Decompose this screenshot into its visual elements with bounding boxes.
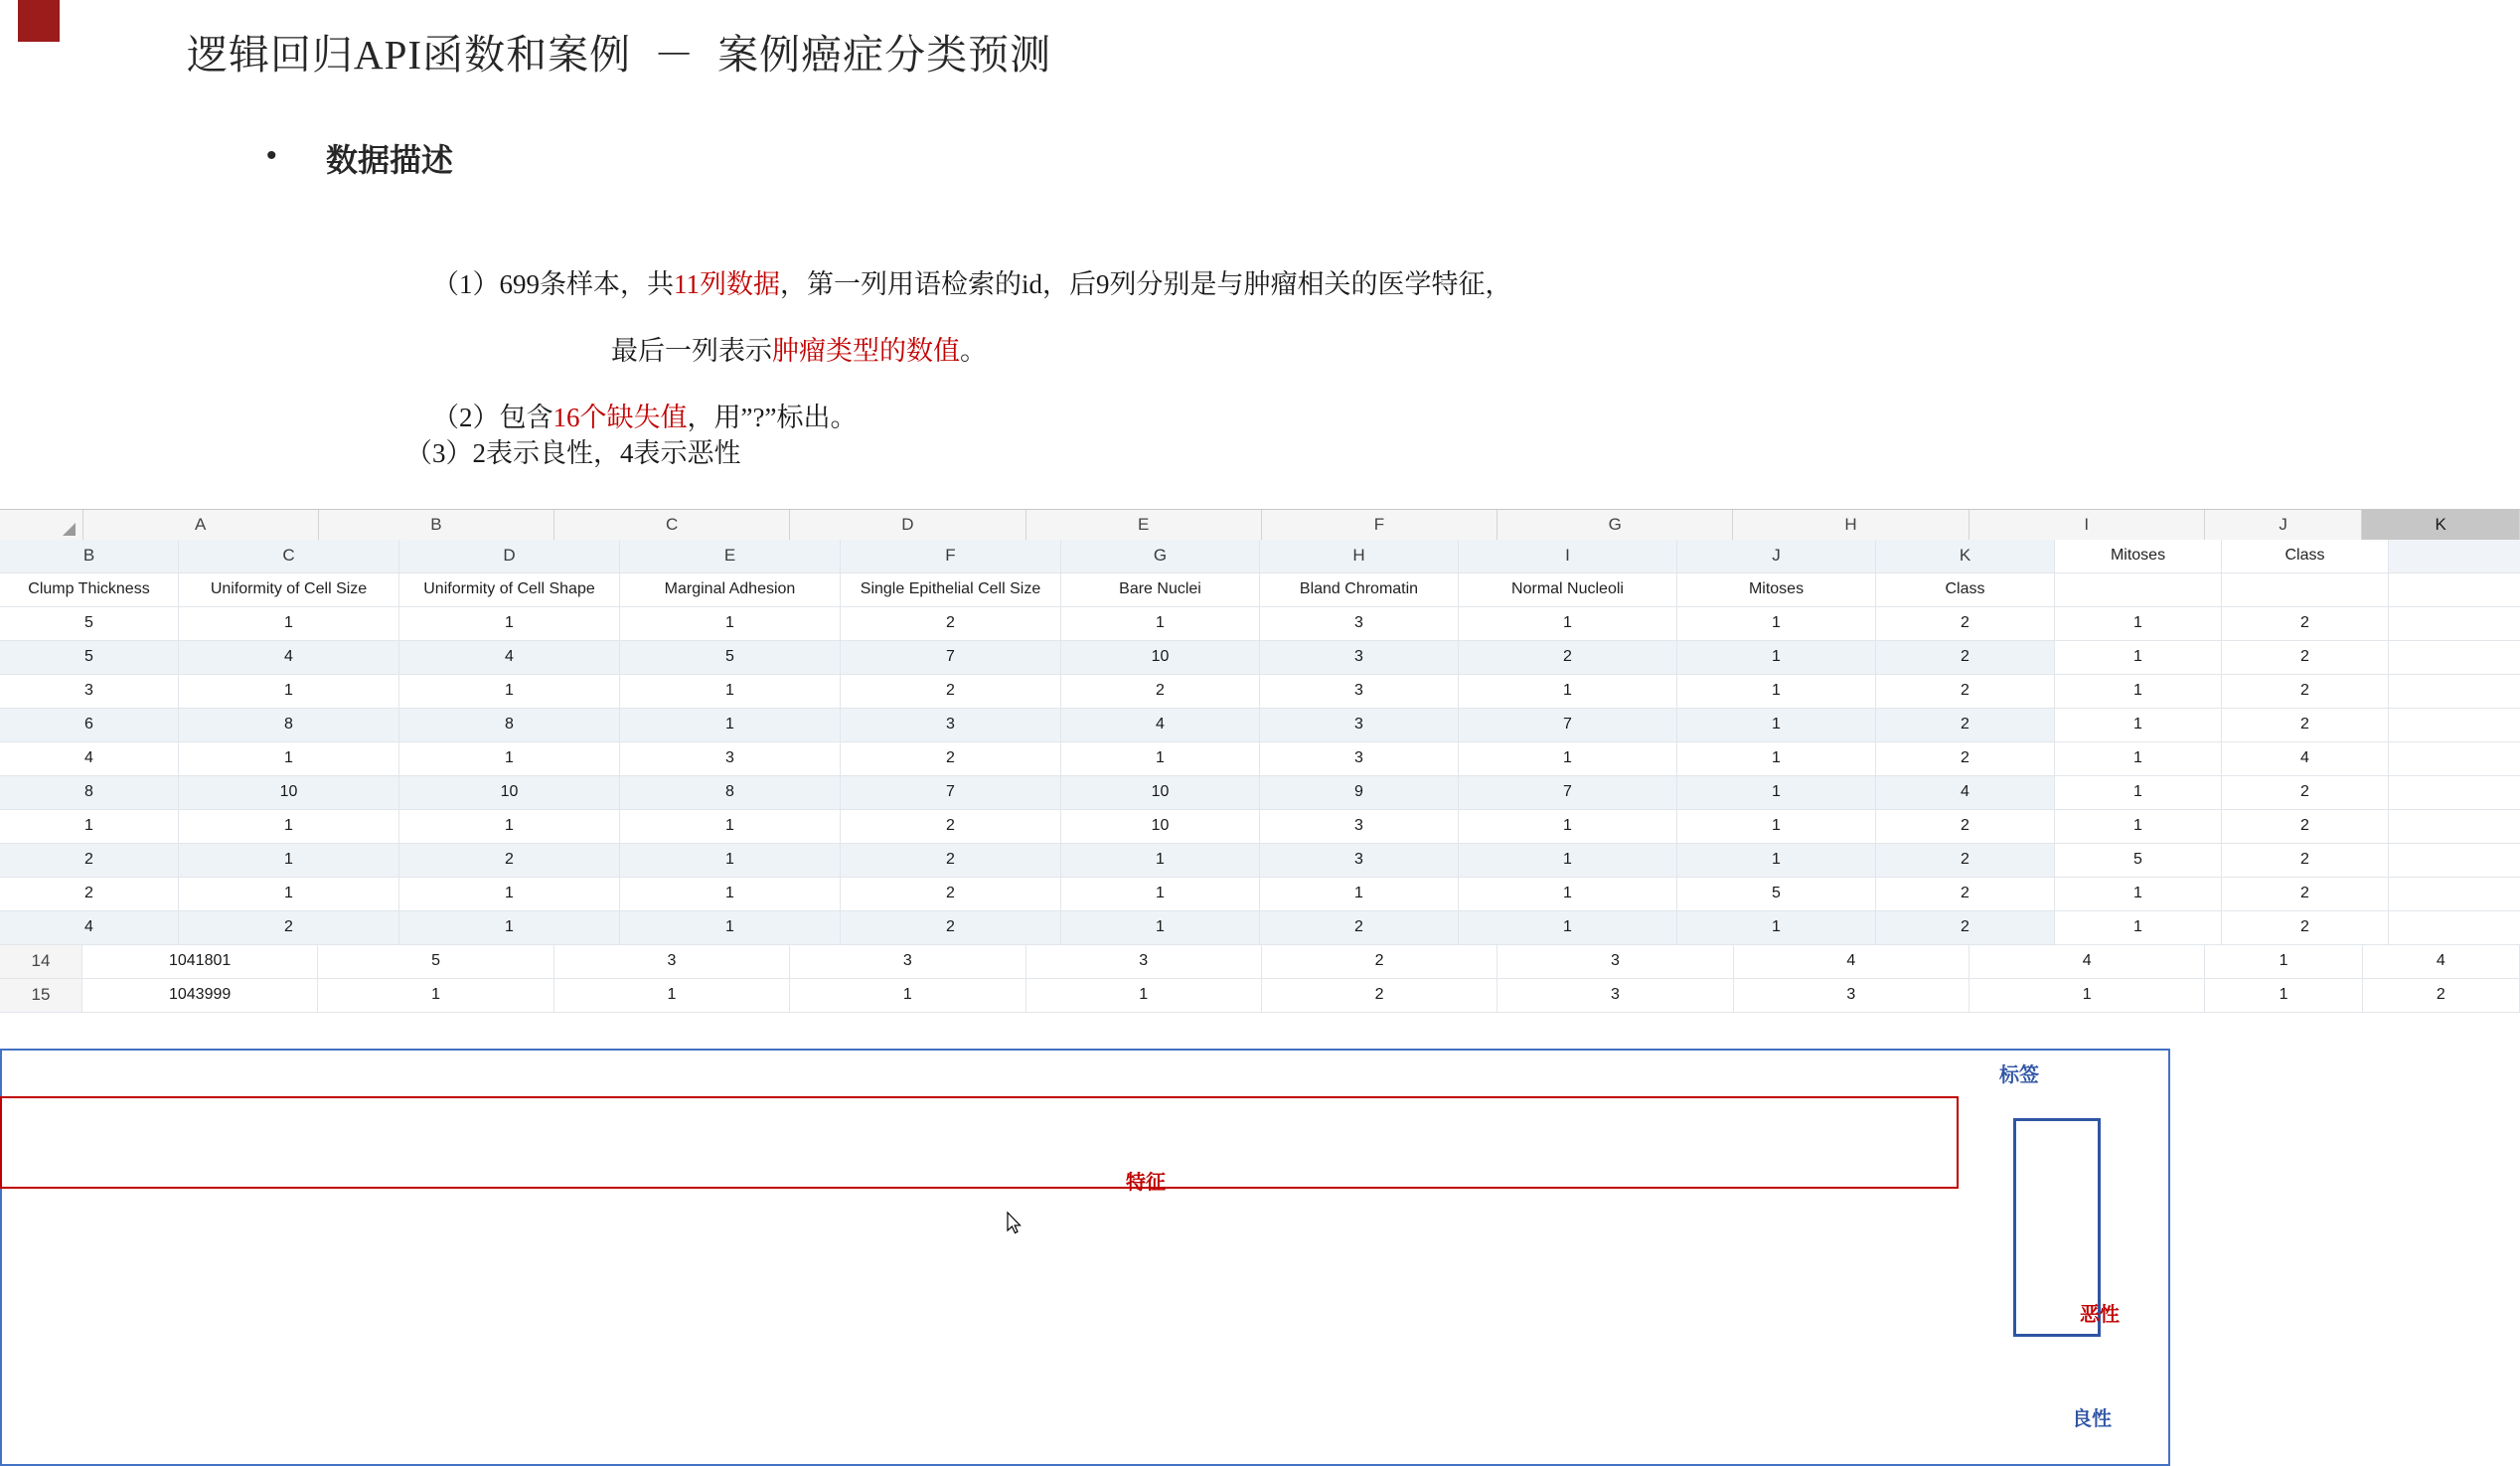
data-cell[interactable]: 1 [1459,844,1677,877]
background-data-cell[interactable]: 1 [2055,641,2222,674]
table-row[interactable] [0,844,2520,878]
data-cell[interactable]: 2 [1876,709,2055,741]
background-cell[interactable] [2222,573,2389,606]
data-cell[interactable]: 3 [1497,979,1733,1012]
data-cell[interactable]: 1 [1459,810,1677,843]
data-cell[interactable]: 2 [841,607,1061,640]
background-data-cell[interactable]: 1 [2055,607,2222,640]
table-row[interactable] [0,607,2520,641]
background-data-cell[interactable]: 2 [2222,776,2389,809]
inner-column-letter-b[interactable]: B [0,540,179,572]
feature-header-0[interactable]: Clump Thickness [0,573,179,606]
line3-highlight: 16个缺失值 [552,403,688,432]
data-cell[interactable]: 2 [1876,810,2055,843]
column-header-row[interactable] [0,510,2520,541]
data-cell[interactable]: 1 [620,675,841,708]
column-header-i[interactable]: I [1969,510,2205,540]
column-header-b[interactable]: B [319,510,554,540]
data-cell[interactable]: 1 [1677,641,1876,674]
data-cell[interactable]: 2 [2363,979,2520,1012]
line2-highlight: 肿瘤类型的数值 [772,336,960,366]
data-cell[interactable]: 5 [620,641,841,674]
id-cell[interactable]: 1043999 [82,979,318,1012]
data-cell[interactable]: 1 [179,607,399,640]
data-cell[interactable]: 1 [554,979,790,1012]
feature-header-3[interactable]: Marginal Adhesion [620,573,841,606]
data-cell[interactable]: 10 [399,776,620,809]
data-cell[interactable]: 4 [2363,945,2520,978]
feature-header-6[interactable]: Bland Chromatin [1260,573,1459,606]
column-header-j[interactable]: J [2205,510,2363,540]
data-cell[interactable]: 3 [1260,742,1459,775]
data-cell[interactable]: 1 [399,810,620,843]
column-header-f[interactable]: F [1262,510,1497,540]
data-cell[interactable]: 8 [399,709,620,741]
data-cell[interactable]: 4 [399,641,620,674]
data-cell[interactable]: 3 [1260,709,1459,741]
data-cell[interactable]: 7 [841,641,1061,674]
data-cell[interactable]: 1 [2205,945,2362,978]
background-data-cell[interactable]: 5 [2055,844,2222,877]
background-data-cell[interactable]: 2 [2222,675,2389,708]
annotation-malignant-text: 恶性 [2080,1304,2120,1326]
data-cell[interactable]: 2 [841,911,1061,944]
data-cell[interactable]: 2 [179,911,399,944]
section-heading: 数据描述 [326,142,454,178]
slide-area [0,0,2520,509]
data-cell[interactable]: 1 [399,742,620,775]
line1-highlight: 11列数据 [674,269,780,299]
data-cell[interactable]: 1 [1677,810,1876,843]
feature-header-8[interactable]: Mitoses [1677,573,1876,606]
data-cell[interactable]: 5 [318,945,553,978]
data-cell[interactable]: 4 [0,911,179,944]
id-cell[interactable]: 1041801 [82,945,318,978]
inner-column-letter-e[interactable]: E [620,540,841,572]
select-all-triangle-icon [63,523,76,536]
select-all-corner[interactable] [0,510,83,540]
column-header-e[interactable]: E [1026,510,1262,540]
column-header-g[interactable]: G [1497,510,1733,540]
data-cell[interactable]: 1 [179,742,399,775]
row-header-14[interactable]: 14 [0,945,82,978]
feature-annotation-box [0,1096,1959,1189]
data-cell[interactable]: 10 [1061,776,1260,809]
description-line-4: （3）2表示良性，4表示恶性 [405,438,741,468]
line1-part-b: ，第一列用语检索的id，后9列分别是与肿瘤相关的医学特征， [780,269,1512,299]
table-row[interactable] [0,911,2520,945]
background-data-cell[interactable]: 2 [2222,911,2389,944]
data-cell[interactable]: 1 [1677,742,1876,775]
data-cell[interactable]: 2 [841,742,1061,775]
annotation-benign-text: 良性 [2072,1408,2112,1430]
data-cell[interactable]: 1 [620,810,841,843]
data-cell[interactable]: 4 [0,742,179,775]
data-cell[interactable]: 1 [1459,742,1677,775]
data-cell[interactable]: 2 [399,844,620,877]
data-cell[interactable]: 1 [1061,911,1260,944]
data-cell[interactable]: 1 [620,844,841,877]
data-cell[interactable]: 1 [1061,844,1260,877]
data-cell[interactable]: 1 [1061,607,1260,640]
inner-column-letter-k[interactable]: K [1876,540,2055,572]
table-row[interactable] [0,641,2520,675]
data-cell[interactable]: 3 [1260,675,1459,708]
data-cell[interactable]: 3 [841,709,1061,741]
table-row[interactable] [0,776,2520,810]
data-cell[interactable]: 1 [2205,979,2362,1012]
line3-part-b: ，用”?”标出。 [687,403,858,432]
table-row[interactable] [0,709,2520,742]
data-cell[interactable]: 1 [179,844,399,877]
inner-column-letter-d[interactable]: D [399,540,620,572]
table-row[interactable] [0,675,2520,709]
data-cell[interactable]: 1 [620,878,841,910]
data-cell[interactable]: 1 [399,878,620,910]
table-row[interactable] [0,742,2520,776]
data-cell[interactable]: 2 [1262,945,1497,978]
data-cell[interactable]: 8 [0,776,179,809]
data-cell[interactable]: 3 [1260,844,1459,877]
data-cell[interactable]: 1 [1677,844,1876,877]
page-title: 逻辑回归API函数和案例 － 案例癌症分类预测 [187,32,1052,78]
inner-column-letter-g[interactable]: G [1061,540,1260,572]
table-row[interactable] [0,573,2520,607]
background-data-cell[interactable]: 2 [2222,641,2389,674]
data-cell[interactable]: 1 [1061,878,1260,910]
data-cell[interactable]: 2 [1459,641,1677,674]
data-cell[interactable]: 2 [1876,607,2055,640]
background-data-cell[interactable]: 2 [2222,810,2389,843]
data-cell[interactable]: 6 [0,709,179,741]
data-cell[interactable]: 5 [1677,878,1876,910]
data-cell[interactable]: 1 [1677,675,1876,708]
background-header-0[interactable]: Mitoses [2055,540,2222,572]
background-data-cell[interactable]: 1 [2055,709,2222,741]
data-cell[interactable]: 4 [1734,945,1969,978]
data-cell[interactable]: 2 [841,675,1061,708]
data-cell[interactable]: 5 [0,607,179,640]
data-cell[interactable]: 10 [1061,810,1260,843]
feature-header-5[interactable]: Bare Nuclei [1061,573,1260,606]
data-cell[interactable]: 1 [318,979,553,1012]
data-cell[interactable]: 10 [179,776,399,809]
data-cell[interactable]: 2 [1061,675,1260,708]
background-cell[interactable] [2055,573,2222,606]
column-header-a[interactable]: A [83,510,319,540]
data-cell[interactable]: 1 [1260,878,1459,910]
data-cell[interactable]: 4 [1969,945,2205,978]
data-cell[interactable]: 3 [1260,641,1459,674]
annotation-label-text: 标签 [1999,1064,2039,1086]
background-header-1[interactable]: Class [2222,540,2389,572]
data-cell[interactable]: 3 [790,945,1025,978]
data-cell[interactable]: 2 [1876,742,2055,775]
bullet-dot-icon: • [266,139,277,172]
data-cell[interactable]: 1 [1459,607,1677,640]
data-cell[interactable]: 7 [1459,776,1677,809]
background-data-cell[interactable]: 1 [2055,742,2222,775]
annotation-feature-text: 特征 [1126,1172,1166,1194]
background-data-cell[interactable]: 2 [2222,878,2389,910]
data-cell[interactable]: 1 [790,979,1025,1012]
data-cell[interactable]: 2 [1876,878,2055,910]
data-cell[interactable]: 1 [1677,607,1876,640]
data-cell[interactable]: 1 [1677,776,1876,809]
data-cell[interactable]: 3 [1734,979,1969,1012]
data-cell[interactable]: 1 [1061,742,1260,775]
data-cell[interactable]: 7 [841,776,1061,809]
data-cell[interactable]: 1 [399,675,620,708]
inner-column-letter-h[interactable]: H [1260,540,1459,572]
background-data-cell[interactable]: 2 [2222,709,2389,741]
data-cell[interactable]: 1 [399,607,620,640]
data-cell[interactable]: 2 [1876,641,2055,674]
data-cell[interactable]: 2 [1262,979,1497,1012]
table-row[interactable] [0,979,2520,1013]
red-square-decoration [18,0,60,42]
background-data-cell[interactable]: 2 [2222,607,2389,640]
background-data-cell[interactable]: 1 [2055,810,2222,843]
line3-part-a: （2）包含 [432,403,553,432]
feature-header-4[interactable]: Single Epithelial Cell Size [841,573,1061,606]
spreadsheet-area[interactable] [0,509,2520,1430]
data-cell[interactable]: 2 [0,878,179,910]
data-cell[interactable]: 1 [179,878,399,910]
mouse-cursor-icon [1007,1212,1023,1235]
data-cell[interactable]: 3 [1260,607,1459,640]
data-cell[interactable]: 1 [179,675,399,708]
column-header-h[interactable]: H [1733,510,1969,540]
line2-part-a: 最后一列表示 [611,336,772,366]
data-cell[interactable]: 5 [0,641,179,674]
feature-header-1[interactable]: Uniformity of Cell Size [179,573,399,606]
data-cell[interactable]: 1 [1677,911,1876,944]
data-cell[interactable]: 1 [620,911,841,944]
data-cell[interactable]: 3 [0,675,179,708]
data-cell[interactable]: 2 [841,878,1061,910]
data-cell[interactable]: 7 [1459,709,1677,741]
feature-header-7[interactable]: Normal Nucleoli [1459,573,1677,606]
data-cell[interactable]: 1 [179,810,399,843]
data-cell[interactable]: 2 [841,844,1061,877]
feature-header-2[interactable]: Uniformity of Cell Shape [399,573,620,606]
data-cell[interactable]: 1 [1459,675,1677,708]
line2-part-b: 。 [960,336,987,366]
data-cell[interactable]: 2 [1876,675,2055,708]
table-row[interactable] [0,878,2520,911]
data-cell[interactable]: 3 [554,945,790,978]
table-row[interactable] [0,810,2520,844]
data-cell[interactable]: 1 [1459,878,1677,910]
column-header-k[interactable]: K [2362,510,2520,540]
data-cell[interactable]: 3 [1026,945,1262,978]
column-header-d[interactable]: D [790,510,1025,540]
table-row[interactable] [0,945,2520,979]
data-cell[interactable]: 2 [1876,844,2055,877]
data-cell[interactable]: 10 [1061,641,1260,674]
data-cell[interactable]: 4 [1876,776,2055,809]
inner-column-letter-f[interactable]: F [841,540,1061,572]
data-cell[interactable]: 1 [1677,709,1876,741]
data-cell[interactable]: 3 [1260,810,1459,843]
column-header-c[interactable]: C [554,510,790,540]
line1-part-a: （1）699条样本，共 [432,269,674,299]
data-cell[interactable]: 2 [841,810,1061,843]
data-cell[interactable]: 2 [1876,911,2055,944]
data-cell[interactable]: 2 [0,844,179,877]
data-cell[interactable]: 1 [620,709,841,741]
background-data-cell[interactable]: 1 [2055,675,2222,708]
data-cell[interactable]: 3 [620,742,841,775]
row-header-15[interactable]: 15 [0,979,82,1012]
selection-outline-blue [0,1049,2170,1466]
feature-header-9[interactable]: Class [1876,573,2055,606]
background-data-cell[interactable]: 2 [2222,844,2389,877]
inner-column-letter-c[interactable]: C [179,540,399,572]
table-row[interactable] [0,540,2520,573]
data-cell[interactable]: 8 [620,776,841,809]
spreadsheet-grid[interactable] [0,540,2520,1013]
data-cell[interactable]: 4 [1061,709,1260,741]
data-cell[interactable]: 4 [179,641,399,674]
data-cell[interactable]: 1 [1969,979,2205,1012]
data-cell[interactable]: 8 [179,709,399,741]
inner-column-letter-i[interactable]: I [1459,540,1677,572]
data-cell[interactable]: 1 [0,810,179,843]
background-data-cell[interactable]: 1 [2055,911,2222,944]
background-data-cell[interactable]: 1 [2055,776,2222,809]
data-cell[interactable]: 1 [620,607,841,640]
data-cell[interactable]: 1 [1459,911,1677,944]
data-cell[interactable]: 2 [1260,911,1459,944]
data-cell[interactable]: 1 [399,911,620,944]
data-cell[interactable]: 1 [1026,979,1262,1012]
data-cell[interactable]: 9 [1260,776,1459,809]
data-cell[interactable]: 3 [1497,945,1733,978]
background-data-cell[interactable]: 4 [2222,742,2389,775]
background-data-cell[interactable]: 1 [2055,878,2222,910]
inner-column-letter-j[interactable]: J [1677,540,1876,572]
